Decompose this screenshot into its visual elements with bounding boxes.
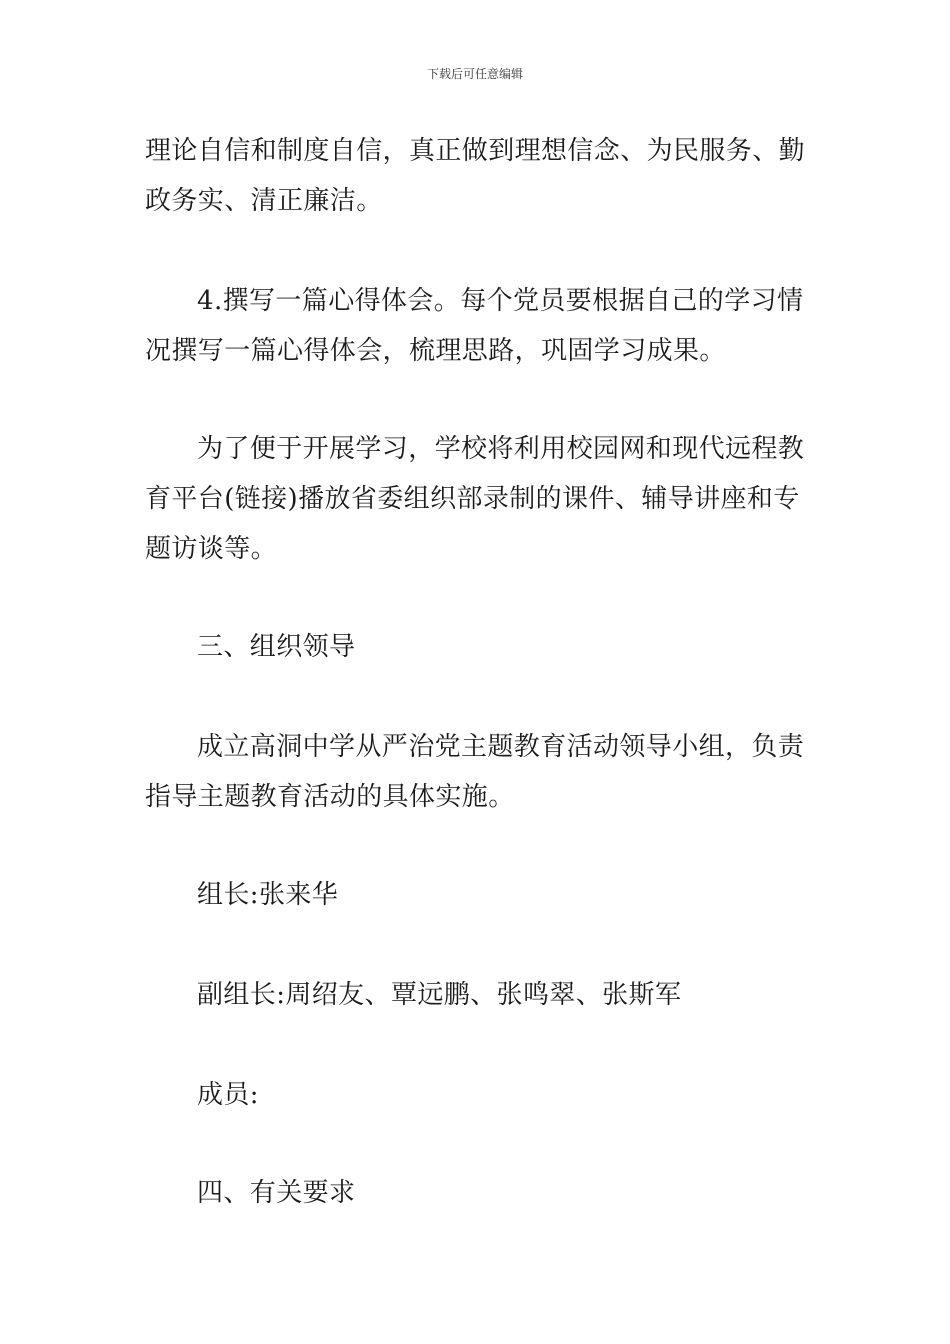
paragraph-study-platform: 为了便于开展学习，学校将利用校园网和现代远程教育平台(链接)播放省委组织部录制的课件、辅导讲座和专题访谈等。 <box>145 434 805 564</box>
section-heading-requirements: 四、有关要求 <box>197 1178 356 1208</box>
section-heading-organization: 三、组织领导 <box>197 632 356 662</box>
paragraph-item-4: 4.撰写一篇心得体会。每个党员要根据自己的学习情况撰写一篇心得体会，梳理思路，巩固学习成果。 <box>145 286 804 366</box>
members-line: 成员: <box>197 1080 259 1110</box>
group-leader-line: 组长:张来华 <box>197 880 339 910</box>
deputy-leaders-line: 副组长:周绍友、覃远鹏、张鸣翠、张斯军 <box>197 980 682 1010</box>
paragraph-leadership-group: 成立高洞中学从严治党主题教育活动领导小组，负责指导主题教育活动的具体实施。 <box>145 732 805 812</box>
paragraph-continuation: 理论自信和制度自信，真正做到理想信念、为民服务、勤政务实、清正廉洁。 <box>145 136 806 216</box>
page-header: 下载后可任意编辑 <box>426 67 523 81</box>
